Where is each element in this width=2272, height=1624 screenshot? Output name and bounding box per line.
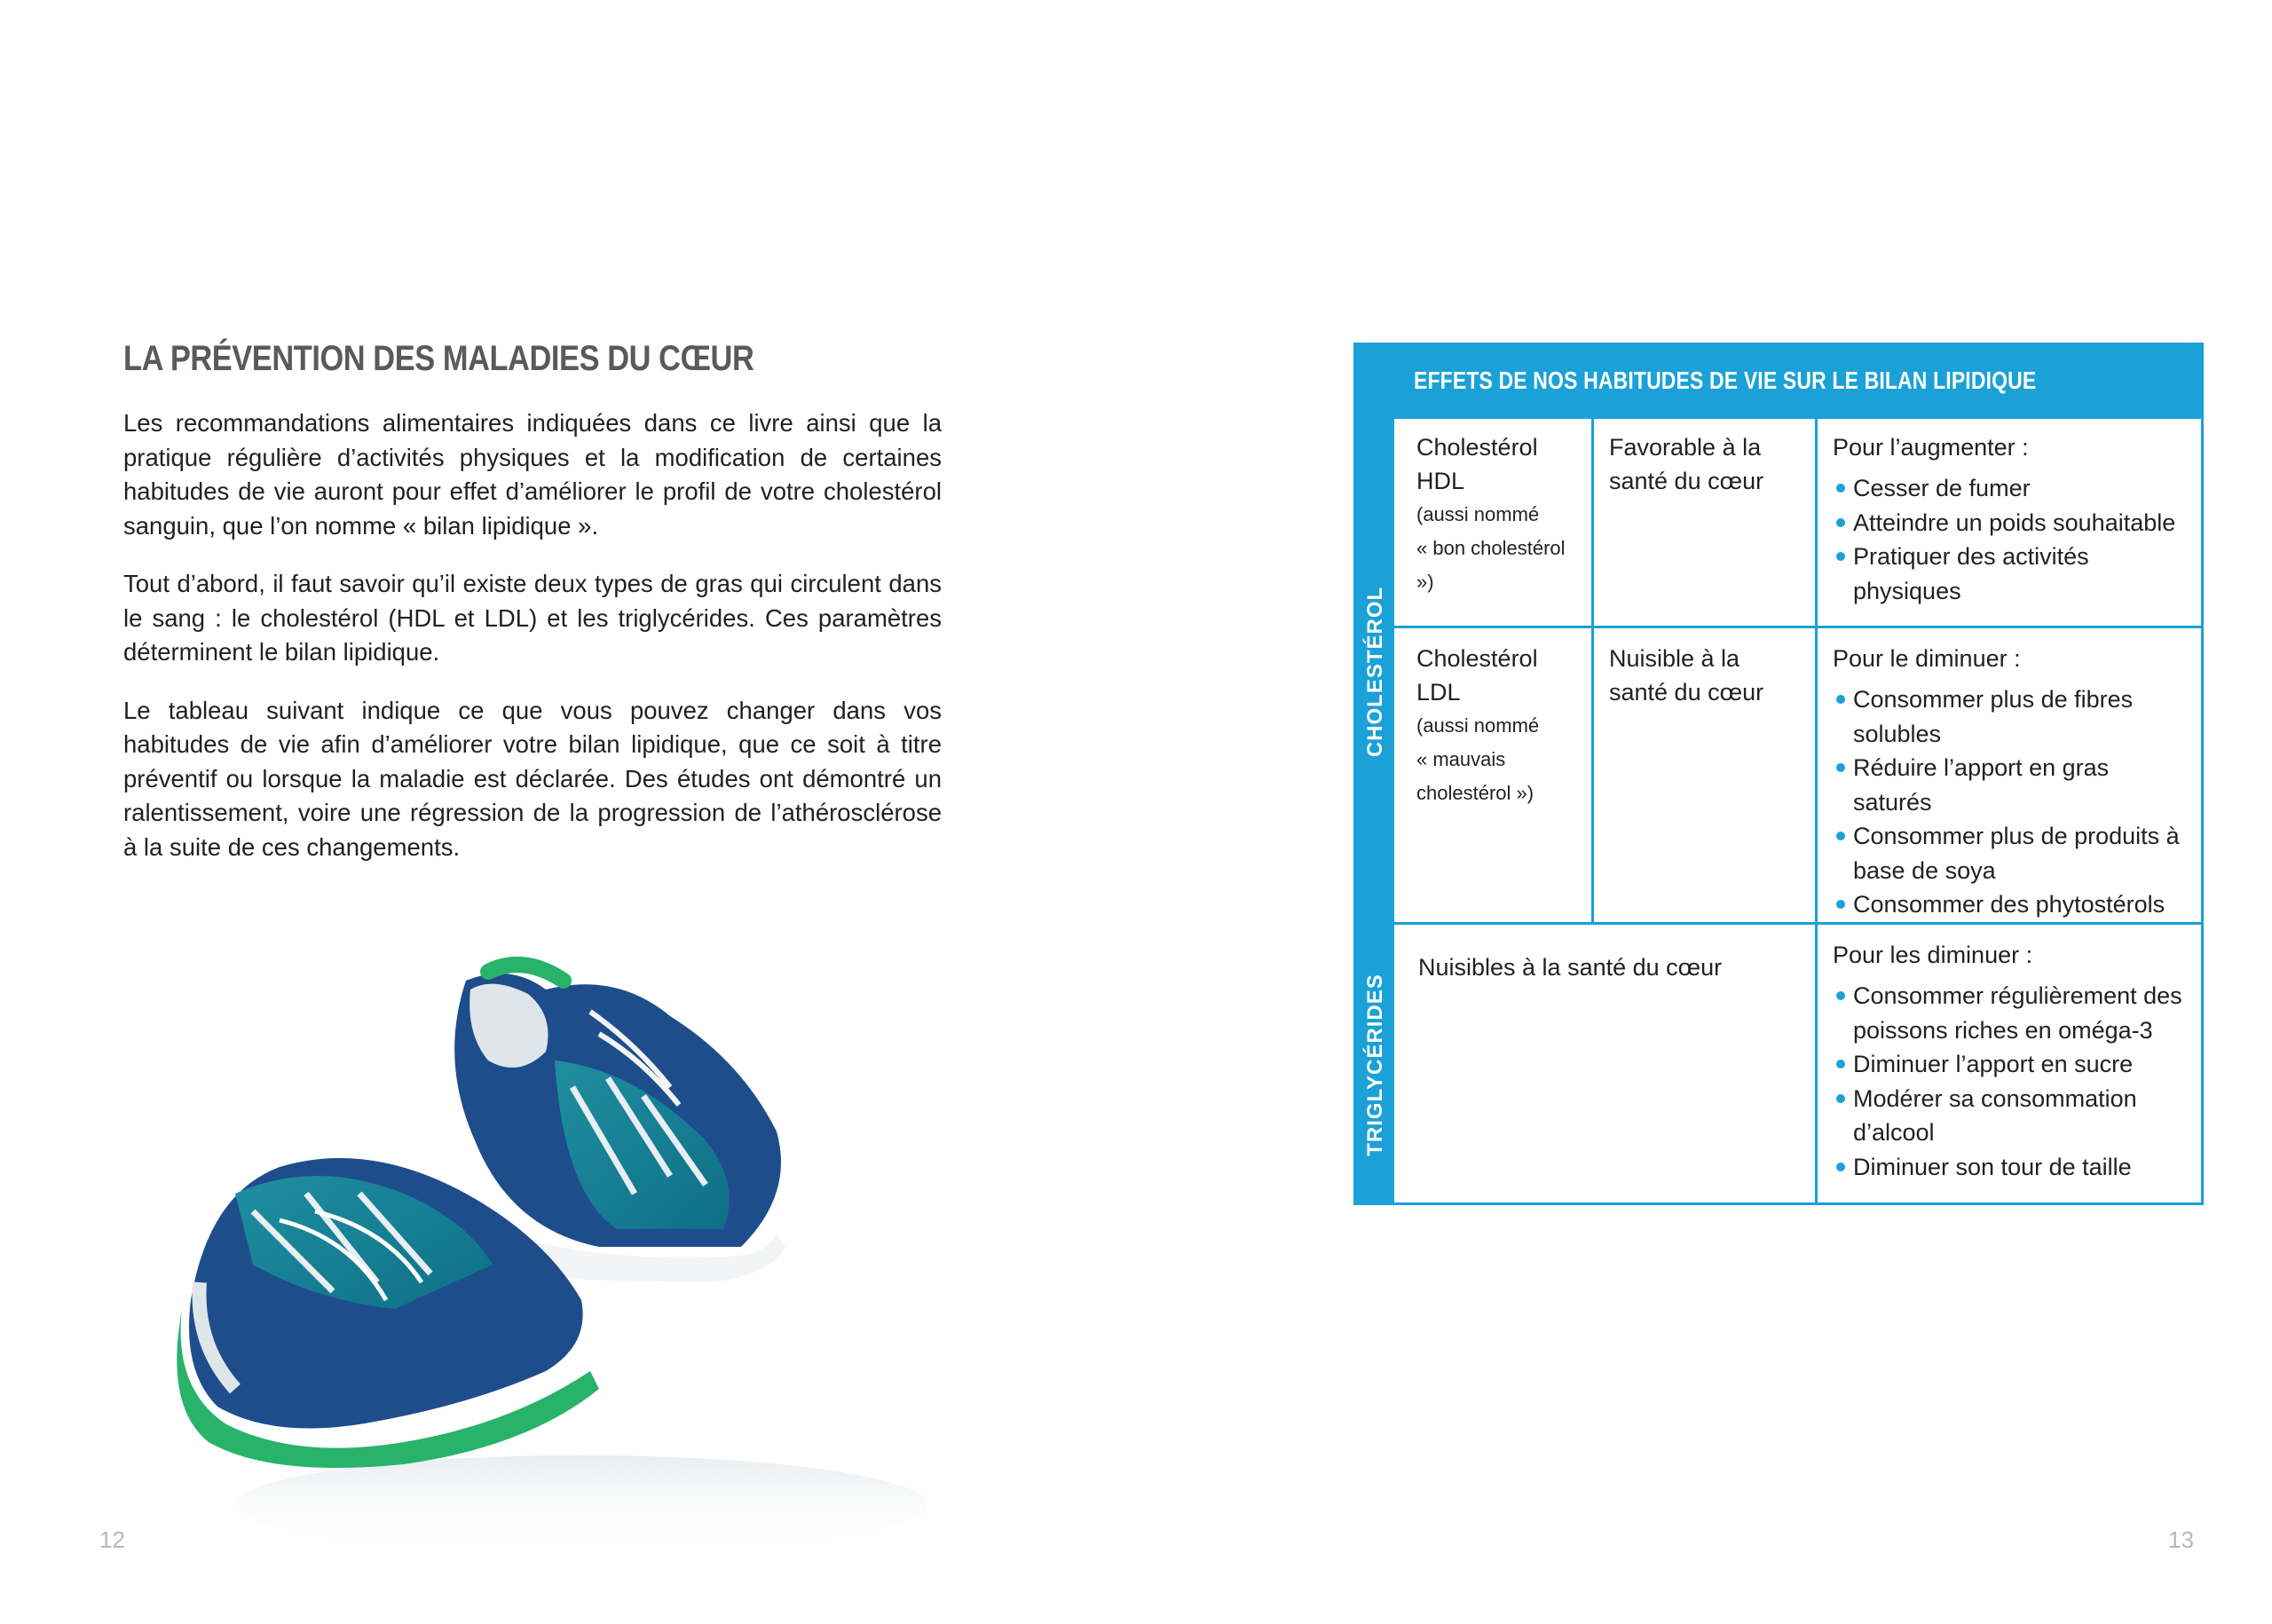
list-item: Consommer plus de produits à base de soya [1833, 819, 2188, 887]
side-band-triglycerides [1356, 925, 1394, 1205]
bullet-icon [1836, 695, 1845, 704]
bullet-icon [1836, 552, 1845, 561]
right-page [1136, 0, 2272, 1624]
list-item: Atteindre un poids souhaitable [1833, 506, 2188, 540]
ldl-action-list [1833, 682, 2188, 922]
bullet-icon [1836, 832, 1845, 840]
triglycerides-action-list [1833, 979, 2188, 1184]
list-item: Cesser de fumer [1833, 471, 2188, 506]
side-label-cholesterol: CHOLESTÉROL [1362, 586, 1387, 758]
lipid-table [1353, 343, 2204, 1205]
ldl-name-cell [1416, 642, 1585, 810]
table-title: EFFETS DE NOS HABITUDES DE VIE SUR LE BILAN LIPIDIQUE [1414, 367, 2037, 394]
list-item: Diminuer son tour de taille [1833, 1150, 2188, 1185]
bullet-icon [1836, 1094, 1845, 1103]
list-item: Consommer des phytostérols [1833, 887, 2188, 922]
body-text [123, 406, 942, 888]
bullet-icon [1836, 900, 1845, 909]
ldl-actions-cell [1833, 642, 2188, 922]
row-divider-2 [1356, 922, 2201, 925]
bullet-icon [1836, 484, 1845, 493]
col-divider-0 [1392, 419, 1394, 1202]
hdl-aka-2: « bon cholestérol ») [1416, 537, 1566, 593]
hdl-action-title: Pour l’augmenter : [1833, 434, 2029, 461]
side-band-cholesterol [1356, 419, 1394, 925]
bullet-icon [1836, 763, 1845, 772]
hdl-actions-cell [1833, 430, 2188, 608]
hdl-name: Cholestérol HDL [1416, 434, 1538, 494]
ldl-name: Cholestérol LDL [1416, 645, 1538, 706]
bullet-icon [1836, 1163, 1845, 1171]
ldl-aka-2: « mauvais [1416, 748, 1506, 770]
ldl-aka-3: cholestérol ») [1416, 782, 1534, 804]
ldl-effect: Nuisible à la santé du cœur [1609, 645, 1764, 706]
page-number-left: 12 [99, 1526, 125, 1553]
row-divider-1 [1392, 626, 2201, 628]
list-item: Modérer sa consommation d’alcool [1833, 1082, 2188, 1150]
triglycerides-effect: Nuisibles à la santé du cœur [1418, 954, 1723, 981]
list-item: Consommer plus de fibres solubles [1833, 682, 2188, 751]
list-item: Pratiquer des activités physiques [1833, 540, 2188, 608]
col-divider-1 [1591, 419, 1594, 922]
page-heading: LA PRÉVENTION DES MALADIES DU CŒUR [123, 339, 754, 378]
side-label-triglycerides: TRIGLYCÉRIDES [1362, 974, 1387, 1156]
col-divider-2 [1815, 419, 1818, 1202]
paragraph-1: Les recommandations alimentaires indiquées dans ce livre ainsi que la pratique régulière d’activités physiques et la modification de certaines habitudes de vie auront pour effet d’améliorer le profil de votre cholestérol sanguin, que l’on nomme « bilan lipidique ». [123, 409, 942, 540]
paragraph-3: Le tableau suivant indique ce que vous pouvez changer dans vos habitudes de vie afin d’améliorer votre bilan lipidique, que ce soit à titre préventif ou lorsque la maladie est déclarée. Des études ont démontré un ralentissement, voire une régression de la progression de l’athérosclérose à la suite de ces changements. [123, 696, 942, 861]
list-item: Diminuer l’apport en sucre [1833, 1047, 2188, 1082]
running-shoes-image [173, 927, 936, 1566]
bullet-icon [1836, 991, 1845, 1000]
ldl-action-title: Pour le diminuer : [1833, 645, 2021, 672]
hdl-aka-1: (aussi nommé [1416, 503, 1540, 525]
hdl-action-list [1833, 471, 2188, 608]
hdl-effect: Favorable à la santé du cœur [1609, 434, 1764, 494]
triglycerides-action-title: Pour les diminuer : [1833, 942, 2033, 968]
table-header [1356, 345, 2201, 419]
hdl-name-cell [1416, 430, 1585, 599]
page-number-right: 13 [2168, 1526, 2194, 1553]
triglycerides-actions-cell [1833, 938, 2188, 1184]
ldl-aka-1: (aussi nommé [1416, 714, 1540, 737]
paragraph-2: Tout d’abord, il faut savoir qu’il existe deux types de gras qui circulent dans le sang : le cholestérol (HDL et LDL) et les triglycérides. Ces paramètres déterminent le bilan lipidique. [123, 570, 942, 666]
bullet-icon [1836, 518, 1845, 527]
list-item: Réduire l’apport en gras saturés [1833, 751, 2188, 819]
list-item: Consommer régulièrement des poissons riches en oméga-3 [1833, 979, 2188, 1047]
bullet-icon [1836, 1060, 1845, 1068]
